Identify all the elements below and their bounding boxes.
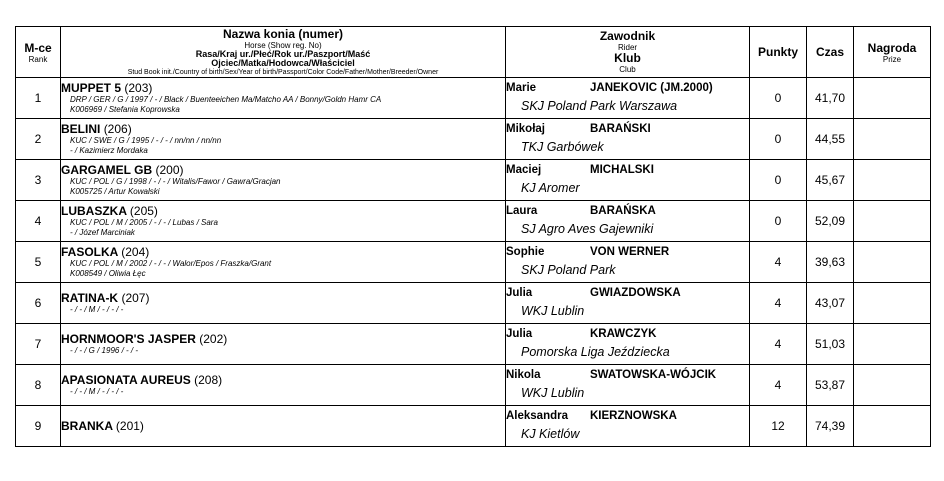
points-value: 4 xyxy=(774,296,782,310)
horse-cell xyxy=(61,365,506,406)
rider-last-name: BARAŃSKI xyxy=(590,123,651,135)
horse-name xyxy=(61,163,505,177)
horse-details-line1: KUC / POL / M / 2002 / - / - / Walor/Epos / Fraszka/Grant xyxy=(70,259,272,268)
club-header-title: Klub xyxy=(614,51,641,65)
points-cell xyxy=(750,242,807,283)
horse-name-text: HORNMOOR'S JASPER xyxy=(61,332,196,346)
rider-first-name: Maciej xyxy=(506,164,542,176)
points-cell xyxy=(750,406,807,447)
time-cell xyxy=(807,201,854,242)
rider-club: KJ Aromer xyxy=(521,181,580,195)
prize-cell xyxy=(854,78,931,119)
rider-first-name: Mikołaj xyxy=(506,123,545,135)
table-row xyxy=(16,201,931,242)
rider-first-name: Julia xyxy=(506,328,533,340)
rider-last-name: JANEKOVIC (JM.2000) xyxy=(590,82,713,94)
table-row xyxy=(16,324,931,365)
horse-name xyxy=(61,204,505,218)
prize-cell xyxy=(854,242,931,283)
horse-name xyxy=(61,291,505,305)
rider-club: TKJ Garbówek xyxy=(521,140,604,154)
time-value: 51,03 xyxy=(814,337,846,351)
rank-value: 7 xyxy=(34,337,42,351)
rank-value: 3 xyxy=(34,173,42,187)
horse-number: (203) xyxy=(124,81,153,95)
rider-cell xyxy=(506,365,750,406)
rank-value: 5 xyxy=(34,255,42,269)
prize-cell xyxy=(854,201,931,242)
horse-cell xyxy=(61,78,506,119)
points-value: 0 xyxy=(774,173,782,187)
horse-details-line1: KUC / POL / G / 1998 / - / - / Witalis/Fawor / Gawra/Gracjan xyxy=(70,177,281,186)
table-row xyxy=(16,160,931,201)
header-row xyxy=(16,27,931,78)
horse-cell xyxy=(61,160,506,201)
horse-cell xyxy=(61,406,506,447)
rank-cell xyxy=(16,365,61,406)
horse-name xyxy=(61,245,505,259)
table-row xyxy=(16,365,931,406)
points-cell xyxy=(750,160,807,201)
rider-cell xyxy=(506,119,750,160)
horse-name-text: LUBASZKA xyxy=(61,204,127,218)
time-cell xyxy=(807,119,854,160)
horse-details-line2: K008549 / Oliwia Łęc xyxy=(70,269,146,278)
horse-header-title: Nazwa konia (numer) xyxy=(222,26,344,41)
rank-cell xyxy=(16,119,61,160)
table-row xyxy=(16,242,931,283)
rider-name xyxy=(506,204,749,218)
horse-name xyxy=(61,122,505,136)
rider-name xyxy=(506,409,749,423)
horse-details-line2: K006969 / Stefania Koprowska xyxy=(70,105,180,114)
time-cell xyxy=(807,160,854,201)
horse-details-line2: - / Kazimierz Mordaka xyxy=(70,146,148,155)
rider-name xyxy=(506,163,749,177)
time-cell xyxy=(807,324,854,365)
rank-cell xyxy=(16,160,61,201)
rider-club: WKJ Lublin xyxy=(521,386,585,400)
rider-header-title: Zawodnik xyxy=(599,29,656,43)
rank-header-label: M-ce xyxy=(24,40,52,55)
horse-cell xyxy=(61,242,506,283)
time-cell xyxy=(807,365,854,406)
horse-number: (208) xyxy=(194,373,223,387)
horse-header-line3: Stud Book init./Country of birth/Sex/Year of birth/Passport/Color Code/Father/Mother/Breeder/Owner xyxy=(127,68,439,76)
horse-cell xyxy=(61,201,506,242)
rider-name xyxy=(506,368,749,382)
prize-cell xyxy=(854,160,931,201)
points-cell xyxy=(750,365,807,406)
horse-cell xyxy=(61,119,506,160)
points-value: 0 xyxy=(774,214,782,228)
horse-details-line1: - / - / M / - / - / - xyxy=(70,387,124,396)
rider-cell xyxy=(506,283,750,324)
rider-club: WKJ Lublin xyxy=(521,304,585,318)
prize-header xyxy=(854,27,931,78)
horse-number: (202) xyxy=(199,332,228,346)
points-value: 0 xyxy=(774,91,782,105)
horse-number: (205) xyxy=(129,204,158,218)
horse-cell xyxy=(61,324,506,365)
rank-cell xyxy=(16,201,61,242)
rider-last-name: GWIAZDOWSKA xyxy=(590,287,681,299)
table-row xyxy=(16,406,931,447)
points-value: 12 xyxy=(771,419,785,433)
horse-number: (207) xyxy=(121,291,150,305)
time-header-label: Czas xyxy=(815,45,844,59)
time-header xyxy=(807,27,854,78)
prize-cell xyxy=(854,365,931,406)
horse-details-line1: KUC / SWE / G / 1995 / - / - / nn/nn / nn/nn xyxy=(70,136,222,145)
horse-number: (201) xyxy=(115,419,144,433)
rider-cell xyxy=(506,78,750,119)
prize-header-label: Nagroda xyxy=(867,40,917,55)
time-cell xyxy=(807,283,854,324)
points-cell xyxy=(750,78,807,119)
points-value: 4 xyxy=(774,378,782,392)
rank-value: 4 xyxy=(34,214,42,228)
horse-header xyxy=(61,27,506,78)
rider-name xyxy=(506,122,749,136)
time-cell xyxy=(807,406,854,447)
time-cell xyxy=(807,78,854,119)
rank-value: 6 xyxy=(34,296,42,310)
rider-name xyxy=(506,245,749,259)
rider-club: Pomorska Liga Jeździecka xyxy=(521,345,670,359)
rank-cell xyxy=(16,78,61,119)
points-header xyxy=(750,27,807,78)
rider-last-name: KRAWCZYK xyxy=(590,328,657,340)
time-cell xyxy=(807,242,854,283)
horse-name-text: FASOLKA xyxy=(61,245,118,259)
horse-details-line2: K005725 / Artur Kowalski xyxy=(70,187,160,196)
horse-number: (206) xyxy=(103,122,132,136)
time-value: 43,07 xyxy=(814,296,846,310)
rider-club: SKJ Poland Park xyxy=(521,263,616,277)
rank-value: 9 xyxy=(34,419,42,433)
rider-name xyxy=(506,286,749,300)
horse-name-text: APASIONATA AUREUS xyxy=(61,373,191,387)
points-header-label: Punkty xyxy=(757,45,798,59)
rank-cell xyxy=(16,242,61,283)
horse-details-line1: - / - / M / - / - / - xyxy=(70,305,124,314)
rider-first-name: Laura xyxy=(506,205,538,217)
horse-cell xyxy=(61,283,506,324)
rider-club: SJ Agro Aves Gajewniki xyxy=(521,222,654,236)
horse-header-sub: Horse (Show reg. No) xyxy=(244,40,322,50)
points-value: 4 xyxy=(774,255,782,269)
time-value: 44,55 xyxy=(814,132,846,146)
table-row xyxy=(16,119,931,160)
horse-details-line1: KUC / POL / M / 2005 / - / - / Lubas / Sara xyxy=(70,218,218,227)
horse-name-text: GARGAMEL GB xyxy=(61,163,153,177)
points-value: 0 xyxy=(774,132,782,146)
time-value: 74,39 xyxy=(814,419,846,433)
rider-cell xyxy=(506,201,750,242)
rank-cell xyxy=(16,324,61,365)
rank-value: 1 xyxy=(34,91,42,105)
rank-header xyxy=(16,27,61,78)
rider-first-name: Julia xyxy=(506,287,533,299)
horse-name xyxy=(61,332,505,346)
prize-cell xyxy=(854,119,931,160)
rank-value: 2 xyxy=(34,132,42,146)
time-value: 53,87 xyxy=(814,378,846,392)
rider-header-sub: Rider xyxy=(617,43,638,52)
prize-cell xyxy=(854,406,931,447)
results-table xyxy=(15,26,931,447)
rider-cell xyxy=(506,406,750,447)
prize-header-sub: Prize xyxy=(882,54,902,64)
rider-cell xyxy=(506,160,750,201)
horse-name xyxy=(61,419,505,433)
time-value: 52,09 xyxy=(814,214,846,228)
rider-cell xyxy=(506,242,750,283)
club-header-sub: Club xyxy=(619,65,636,74)
table-row xyxy=(16,283,931,324)
horse-details-line1: DRP / GER / G / 1997 / - / Black / Buenteeichen Ma/Matcho AA / Bonny/Goldn Hamr CA xyxy=(70,95,382,104)
horse-number: (200) xyxy=(155,163,184,177)
rider-cell xyxy=(506,324,750,365)
horse-name-text: RATINA-K xyxy=(61,291,119,305)
rank-header-sub: Rank xyxy=(28,54,48,64)
rider-first-name: Nikola xyxy=(506,369,541,381)
prize-cell xyxy=(854,324,931,365)
time-value: 39,63 xyxy=(814,255,846,269)
rider-first-name: Aleksandra xyxy=(506,410,569,422)
points-cell xyxy=(750,201,807,242)
points-value: 4 xyxy=(774,337,782,351)
points-cell xyxy=(750,324,807,365)
horse-name xyxy=(61,81,505,95)
rider-last-name: SWATOWSKA-WÓJCIK xyxy=(590,369,717,381)
rider-header xyxy=(506,27,750,78)
horse-details-line2: - / Józef Marciniak xyxy=(70,228,135,237)
horse-header-line1: Rasa/Kraj ur./Płeć/Rok ur./Paszport/Maść xyxy=(195,48,371,59)
rider-last-name: MICHALSKI xyxy=(590,164,654,176)
points-cell xyxy=(750,283,807,324)
rider-name xyxy=(506,327,749,341)
horse-header-line2: Ojciec/Matka/Hodowca/Właściciel xyxy=(211,57,355,68)
rider-last-name: VON WERNER xyxy=(590,246,670,258)
rank-cell xyxy=(16,406,61,447)
prize-cell xyxy=(854,283,931,324)
horse-name-text: BELINI xyxy=(61,122,101,136)
horse-name xyxy=(61,373,505,387)
horse-name-text: MUPPET 5 xyxy=(61,81,122,95)
points-cell xyxy=(750,119,807,160)
rank-value: 8 xyxy=(34,378,42,392)
rider-first-name: Sophie xyxy=(506,246,545,258)
time-value: 41,70 xyxy=(814,91,846,105)
rider-first-name: Marie xyxy=(506,82,537,94)
rank-cell xyxy=(16,283,61,324)
horse-details-line1: - / - / G / 1996 / - / - xyxy=(70,346,139,355)
time-value: 45,67 xyxy=(814,173,846,187)
rider-club: KJ Kietlów xyxy=(521,427,580,441)
rider-club: SKJ Poland Park Warszawa xyxy=(521,99,678,113)
horse-number: (204) xyxy=(121,245,150,259)
rider-last-name: BARAŃSKA xyxy=(590,205,656,217)
rider-name xyxy=(506,81,749,95)
table-row xyxy=(16,78,931,119)
horse-name-text: BRANKA xyxy=(61,419,113,433)
rider-last-name: KIERZNOWSKA xyxy=(590,410,677,422)
